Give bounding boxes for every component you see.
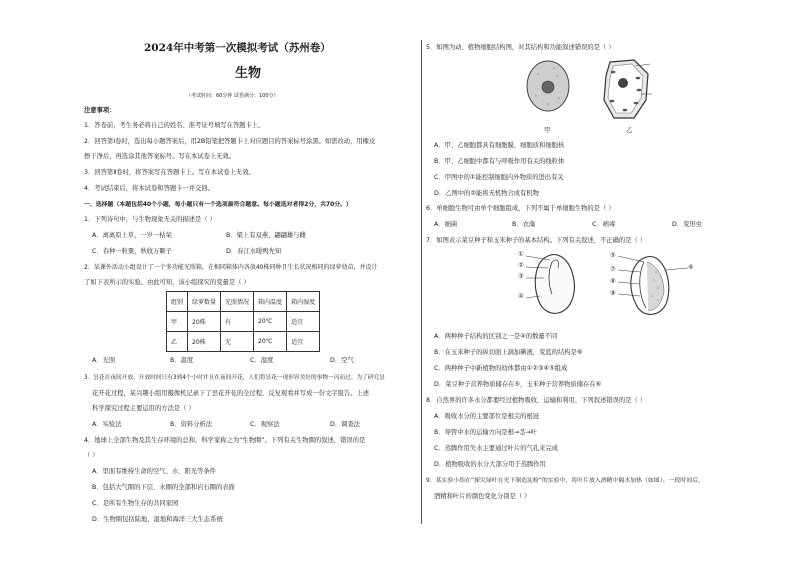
option: C．病毒 <box>592 221 616 228</box>
column-divider <box>421 40 422 524</box>
section-heading: 一、选择题（本题包括40个小题，每小题只有一个选项最符合题意。每小题选对者得2分，共70分。） <box>84 202 352 208</box>
question-3-stem: 科学探究过程主要运用的方法是（ ） <box>92 405 195 412</box>
option: D．生物圈包括陆地、湿地和海洋三大生态系统 <box>92 516 223 523</box>
question-7-stem: 7．如图表示菜豆种子和玉米种子的基本结构。下列有关叙述，不正确的是（ ） <box>426 237 647 244</box>
option: A．吸收水分的主要部位是根尖的根冠 <box>434 413 540 420</box>
seed-label: ⑧ <box>610 278 616 285</box>
notes-heading: 注意事项： <box>84 107 116 114</box>
option: B．导管中水的运输方向是根→茎→叶 <box>434 429 538 436</box>
table-cell: 甲 <box>167 312 188 332</box>
experiment-table <box>166 291 320 352</box>
question-9-stem: 9．某实验小组在“探究绿叶在光下制造淀粉”的实验中，将叶片放入酒精中隔水加热（如图）。一段时间后， <box>426 478 704 484</box>
seed-label: ⑥ <box>688 264 694 271</box>
option: B．甲、乙细胞中都有与呼吸作用有关的线粒体 <box>434 158 565 165</box>
seed-label: ⑨ <box>610 290 616 297</box>
note-item: 擦干净后，再选涂其他答案标号。写在本试卷上无效。 <box>84 153 236 160</box>
option: C．湿度 <box>250 357 274 364</box>
option: A．光照 <box>92 357 116 364</box>
option: D．春江水暖鸭先知 <box>226 248 282 255</box>
option: D．变形虫 <box>672 221 703 228</box>
table-header-cell: 组别 <box>167 292 188 312</box>
table-header-cell: 箱内湿度 <box>287 292 320 312</box>
table-cell: 有 <box>221 312 254 332</box>
table-row <box>167 332 320 352</box>
option: C．观察法 <box>250 421 280 428</box>
question-1-stem: 1．下列诗句中，与生物现象无关的描述是（ ） <box>84 216 216 223</box>
option: C．春种一粒粟，秋收万颗子 <box>92 248 172 255</box>
option: B．资料分析法 <box>170 421 213 428</box>
subject-title: 生物 <box>235 66 262 81</box>
question-9-stem: 酒精和叶片的颜色变化分别是（ ） <box>434 493 531 500</box>
seed-label: ④ <box>518 293 524 300</box>
option: A．细菌 <box>434 221 458 228</box>
table-cell: 20℃ <box>254 312 287 332</box>
table-header-cell: 箱内温度 <box>254 292 287 312</box>
table-cell: 乙 <box>167 332 188 352</box>
cell-diagram <box>524 56 664 126</box>
option: B．衣藻 <box>512 221 536 228</box>
note-item: 1．答卷前，考生务必将自己的姓名、准考证号填写在答题卡上。 <box>84 122 265 129</box>
option: B．梁上有双燕，翩翩雄与雌 <box>226 232 306 239</box>
table-cell: 20℃ <box>254 332 287 352</box>
table-cell: 20株 <box>188 332 221 352</box>
option: D．植物吸收的水分大部分用于蒸腾作用 <box>434 461 546 468</box>
question-5-stem: 5．如图为动、植物细胞结构图，对其结构和功能叙述错误的是（ ） <box>426 44 615 51</box>
note-item: 3．回答第Ⅱ卷时，将答案写在答题卡上。写在本试卷上无效。 <box>84 169 255 176</box>
question-8-stem: 8．自然界的许多水分都要经过植物吸收、运输和利用，下列叙述错误的是（ ） <box>426 397 647 404</box>
option: A．两种种子结构的区别之一是④的数量不同 <box>434 333 558 340</box>
option: A．甲、乙细胞都具有细胞膜、细胞质和细胞核 <box>434 142 565 149</box>
table-header-row <box>167 292 320 312</box>
option: B．温度 <box>170 357 194 364</box>
exam-title: 2024年中考第一次模拟考试（苏州卷） <box>144 42 331 54</box>
figure-label: 甲 <box>544 127 551 134</box>
note-item: 4．考试结束后，将本试卷和答题卡一并交回。 <box>84 185 214 192</box>
figure-label: 乙 <box>626 127 633 134</box>
question-4-stem: 4．地球上全部生物及其生存环境的总和，科学家称之为“生物圈”。下列有关生物圈的叙述，错误的是 <box>84 437 366 444</box>
question-4-stem: （ ） <box>84 452 99 459</box>
table-cell: 无 <box>221 332 254 352</box>
option: C．两种种子中新植物的幼体都由①②③④⑤组成 <box>434 365 568 372</box>
question-3-stem: 花开花过程，某兴趣小组用摄像机记录下了昙花开花的全过程，反复观看并写成一份文字报告。上述 <box>92 390 370 397</box>
option: D．调查法 <box>330 421 361 428</box>
question-3-stem: 3．昙花在夜间开放，开放时间只有3到4个小时并且在夜间开花，人们将昙花一现形容美好的事物一闪而过。为了研究昙 <box>84 375 385 381</box>
seed-label: ⑦ <box>610 266 616 273</box>
option: C．甲图中的①能控制细胞内外物质的进出有关 <box>434 174 564 181</box>
seed-label: ③ <box>518 273 524 280</box>
option: C．是所有生物生存的共同家园 <box>92 500 179 507</box>
table-row <box>167 312 320 332</box>
option: B．在玉米种子的纵切面上滴加碘液，变蓝的结构是⑥ <box>434 349 583 356</box>
table-cell: 适宜 <box>287 312 320 332</box>
option: A．实验法 <box>92 421 122 428</box>
question-2-stem: 了如下表所示的实验。由此可知，该小组探究的变量是（ ） <box>84 279 250 286</box>
option: D．乙图中的②能将无机物合成有机物 <box>434 190 539 197</box>
table-header-cell: 光照情况 <box>221 292 254 312</box>
option: D．菜豆种子营养物质储存在⑤，玉米种子营养物质储存在⑥ <box>434 381 602 388</box>
option: C．蒸腾作用失水主要通过叶片的气孔来完成 <box>434 445 559 452</box>
option: D．空气 <box>330 357 354 364</box>
question-2-stem: 2．某课外活动小组设计了一个多功能光照箱，在相同箱体内各放40株同种且生长状况相同的绿萝幼苗，并设计 <box>84 264 378 271</box>
note-item: 2．回答第Ⅰ卷时，选出每小题答案后，用2B铅笔把答题卡上对应题目的答案标号涂黑。如需改动，用橡皮 <box>84 138 376 145</box>
question-6-stem: 6．单细胞生物可由单个细胞组成，下列不属于单细胞生物的是（ ） <box>426 205 615 212</box>
seed-label: ① <box>518 251 524 258</box>
table-header-cell: 绿萝数量 <box>188 292 221 312</box>
seed-label: ⑤ <box>610 252 616 259</box>
exam-info: （考试时间：60分钟 试卷满分：100分） <box>186 93 279 99</box>
option: A．离离原上草，一岁一枯荣 <box>92 232 172 239</box>
table-cell: 适宜 <box>287 332 320 352</box>
option: B．包括大气圈的下层、水圈的全部和岩石圈的表面 <box>92 484 235 491</box>
seed-label: ② <box>518 262 524 269</box>
table-cell: 20株 <box>188 312 221 332</box>
option: A．里面有维持生命的空气、水、阳光等条件 <box>92 468 216 475</box>
